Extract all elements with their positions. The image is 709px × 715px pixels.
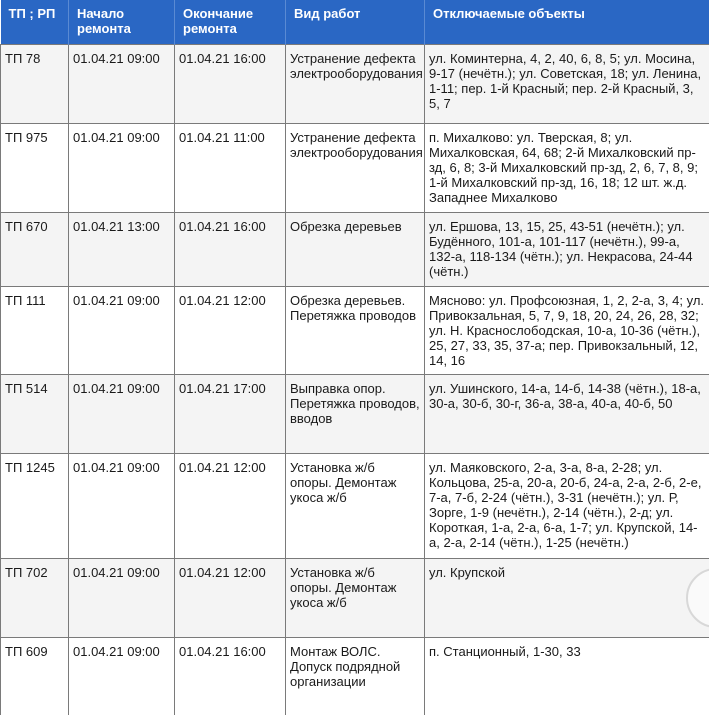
header-end: Окончание ремонта	[175, 0, 286, 45]
cell-objects: п. Михалково: ул. Тверская, 8; ул. Михалковская, 64, 68; 2-й Михалковский пр-зд, 6, 8; 3-й Михалковский пр-зд, 2, 6, 7, 8, 9; 1-й Михалковский пр-зд, 16, 18; 12 шт. ж.д. Западнее Михалково	[425, 124, 709, 213]
cell-substation: ТП 111	[1, 287, 69, 375]
cell-start: 01.04.21 13:00	[69, 213, 175, 287]
header-start: Начало ремонта	[69, 0, 175, 45]
table-row	[1, 213, 709, 287]
table-header-row	[1, 0, 709, 45]
cell-objects: ул. Маяковского, 2-а, 3-а, 8-а, 2-28; ул. Кольцова, 25-а, 20-а, 20-б, 24-а, 2-а, 2-б, 2-е, 7-а, 7-б, 2-24 (чётн.), 3-31 (нечётн.); ул. Р, Зорге, 1-9 (нечётн.), 2-14 (чётн.), 2-д; ул. Короткая, 1-а, 2-а, 6-а, 1-7; ул. Крупской, 14-а, 2-а, 2-14 (чётн.), 1-25 (нечётн.)	[425, 454, 709, 559]
cell-objects: ул. Ушинского, 14-а, 14-б, 14-38 (чётн.), 18-а, 30-а, 30-б, 30-г, 36-а, 38-а, 40-а, 40-б, 50	[425, 375, 709, 454]
cell-substation: ТП 609	[1, 638, 69, 715]
cell-objects: Мясново: ул. Профсоюзная, 1, 2, 2-а, 3, 4; ул. Привокзальная, 5, 7, 9, 18, 20, 24, 26, 28, 32; ул. Н. Краснослободская, 10-а, 10-36 (чётн.), 25, 27, 33, 35, 37-а; пер. Привокзальный, 12, 14, 16	[425, 287, 709, 375]
cell-work-type: Монтаж ВОЛС. Допуск подрядной организации	[286, 638, 425, 715]
cell-end: 01.04.21 12:00	[175, 559, 286, 638]
table-row	[1, 124, 709, 213]
cell-end: 01.04.21 17:00	[175, 375, 286, 454]
cell-substation: ТП 670	[1, 213, 69, 287]
header-substation: ТП ; РП	[1, 0, 69, 45]
cell-end: 01.04.21 16:00	[175, 45, 286, 124]
cell-work-type: Устранение дефекта электрооборудования	[286, 45, 425, 124]
cell-objects: ул. Крупской	[425, 559, 709, 638]
cell-end: 01.04.21 16:00	[175, 638, 286, 715]
cell-start: 01.04.21 09:00	[69, 124, 175, 213]
cell-start: 01.04.21 09:00	[69, 454, 175, 559]
cell-start: 01.04.21 09:00	[69, 638, 175, 715]
cell-substation: ТП 702	[1, 559, 69, 638]
table-row	[1, 375, 709, 454]
table-row	[1, 559, 709, 638]
cell-start: 01.04.21 09:00	[69, 375, 175, 454]
cell-objects: ул. Коминтерна, 4, 2, 40, 6, 8, 5; ул. Мосина, 9-17 (нечётн.); ул. Советская, 18; ул. Ленина, 1-11; пер. 1-й Красный; пер. 2-й Красный, 3, 5, 7	[425, 45, 709, 124]
cell-substation: ТП 975	[1, 124, 69, 213]
table-row	[1, 287, 709, 375]
cell-start: 01.04.21 09:00	[69, 287, 175, 375]
table-row	[1, 638, 709, 715]
cell-start: 01.04.21 09:00	[69, 559, 175, 638]
table-row	[1, 454, 709, 559]
cell-objects: п. Станционный, 1-30, 33	[425, 638, 709, 715]
header-work-type: Вид работ	[286, 0, 425, 45]
cell-end: 01.04.21 12:00	[175, 454, 286, 559]
cell-work-type: Устранение дефекта электрооборудования	[286, 124, 425, 213]
table-row	[1, 45, 709, 124]
cell-work-type: Установка ж/б опоры. Демонтаж укоса ж/б	[286, 559, 425, 638]
header-objects: Отключаемые объекты	[425, 0, 709, 45]
cell-substation: ТП 1245	[1, 454, 69, 559]
cell-end: 01.04.21 11:00	[175, 124, 286, 213]
cell-work-type: Выправка опор. Перетяжка проводов, вводов	[286, 375, 425, 454]
cell-start: 01.04.21 09:00	[69, 45, 175, 124]
cell-work-type: Обрезка деревьев. Перетяжка проводов	[286, 287, 425, 375]
cell-substation: ТП 514	[1, 375, 69, 454]
cell-end: 01.04.21 16:00	[175, 213, 286, 287]
cell-work-type: Обрезка деревьев	[286, 213, 425, 287]
cell-end: 01.04.21 12:00	[175, 287, 286, 375]
cell-substation: ТП 78	[1, 45, 69, 124]
cell-work-type: Установка ж/б опоры. Демонтаж укоса ж/б	[286, 454, 425, 559]
cell-objects: ул. Ершова, 13, 15, 25, 43-51 (нечётн.); ул. Будённого, 101-а, 101-117 (нечётн.), 99-а, 132-а, 118-134 (чётн.); ул. Некрасова, 24-44 (чётн.)	[425, 213, 709, 287]
